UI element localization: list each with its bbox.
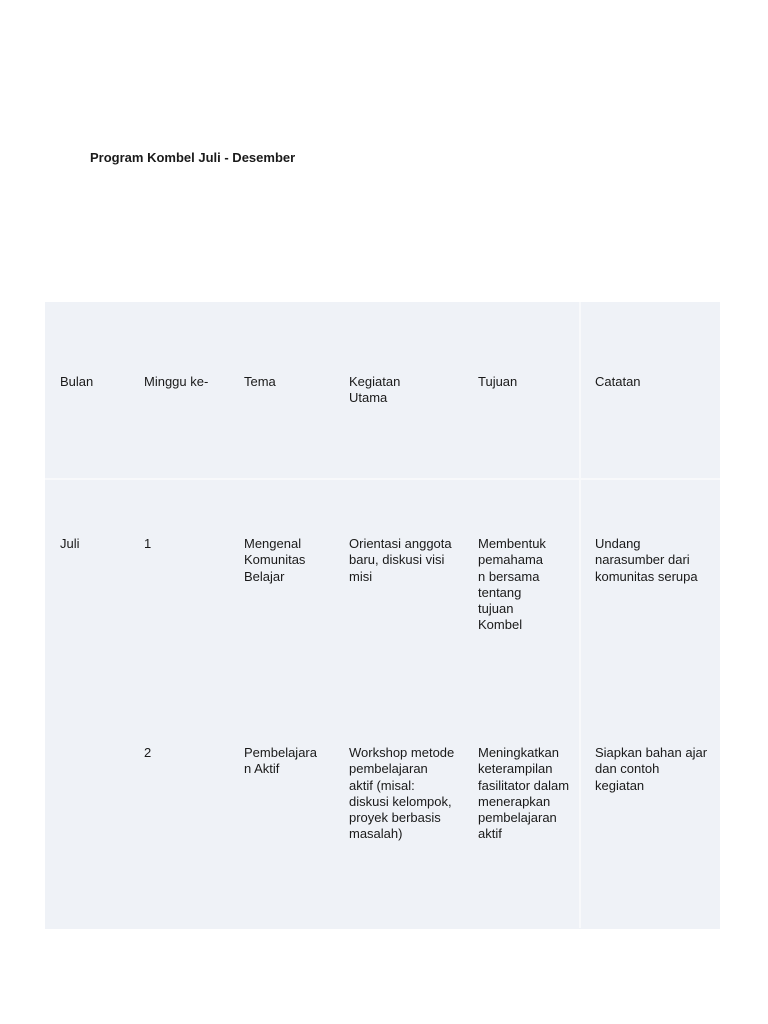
cell-catatan: Undang narasumber dari komunitas serupa — [580, 479, 720, 687]
header-tema: Tema — [244, 374, 276, 389]
header-tujuan: Tujuan — [478, 374, 518, 389]
table-row — [45, 479, 720, 687]
header-bulan: Bulan — [60, 374, 94, 389]
program-table — [45, 302, 720, 928]
cell-tujuan: Membentuk pemahaman bersama tentang tujuan Kombel — [478, 536, 546, 633]
cell-kegiatan: Workshop metode pembelajaran aktif (misal: diskusi kelompok, proyek berbasis masalah) — [349, 745, 455, 842]
cell-minggu: 2 — [144, 745, 152, 760]
program-table-container — [45, 302, 720, 929]
table-header-row — [45, 302, 720, 479]
header-minggu: Minggu ke- — [144, 374, 209, 389]
cell-bulan — [45, 687, 129, 928]
cell-bulan: Juli — [60, 536, 80, 551]
cell-tujuan: Meningkatkan keterampilan fasilitator dalam menerapkan pembelajaran aktif — [478, 745, 570, 842]
table-row — [45, 687, 720, 928]
header-kegiatan: Kegiatan Utama — [349, 374, 401, 406]
cell-catatan: Siapkan bahan ajar dan contoh kegiatan — [580, 687, 720, 928]
cell-tema: Pembelajaran Aktif — [244, 745, 317, 777]
cell-tema: Mengenal Komunitas Belajar — [244, 536, 306, 584]
document-title: Program Kombel Juli - Desember — [90, 150, 296, 165]
cell-kegiatan: Orientasi anggota baru, diskusi visi misi — [349, 536, 452, 584]
header-catatan: Catatan — [580, 302, 720, 479]
cell-minggu: 1 — [144, 536, 152, 551]
